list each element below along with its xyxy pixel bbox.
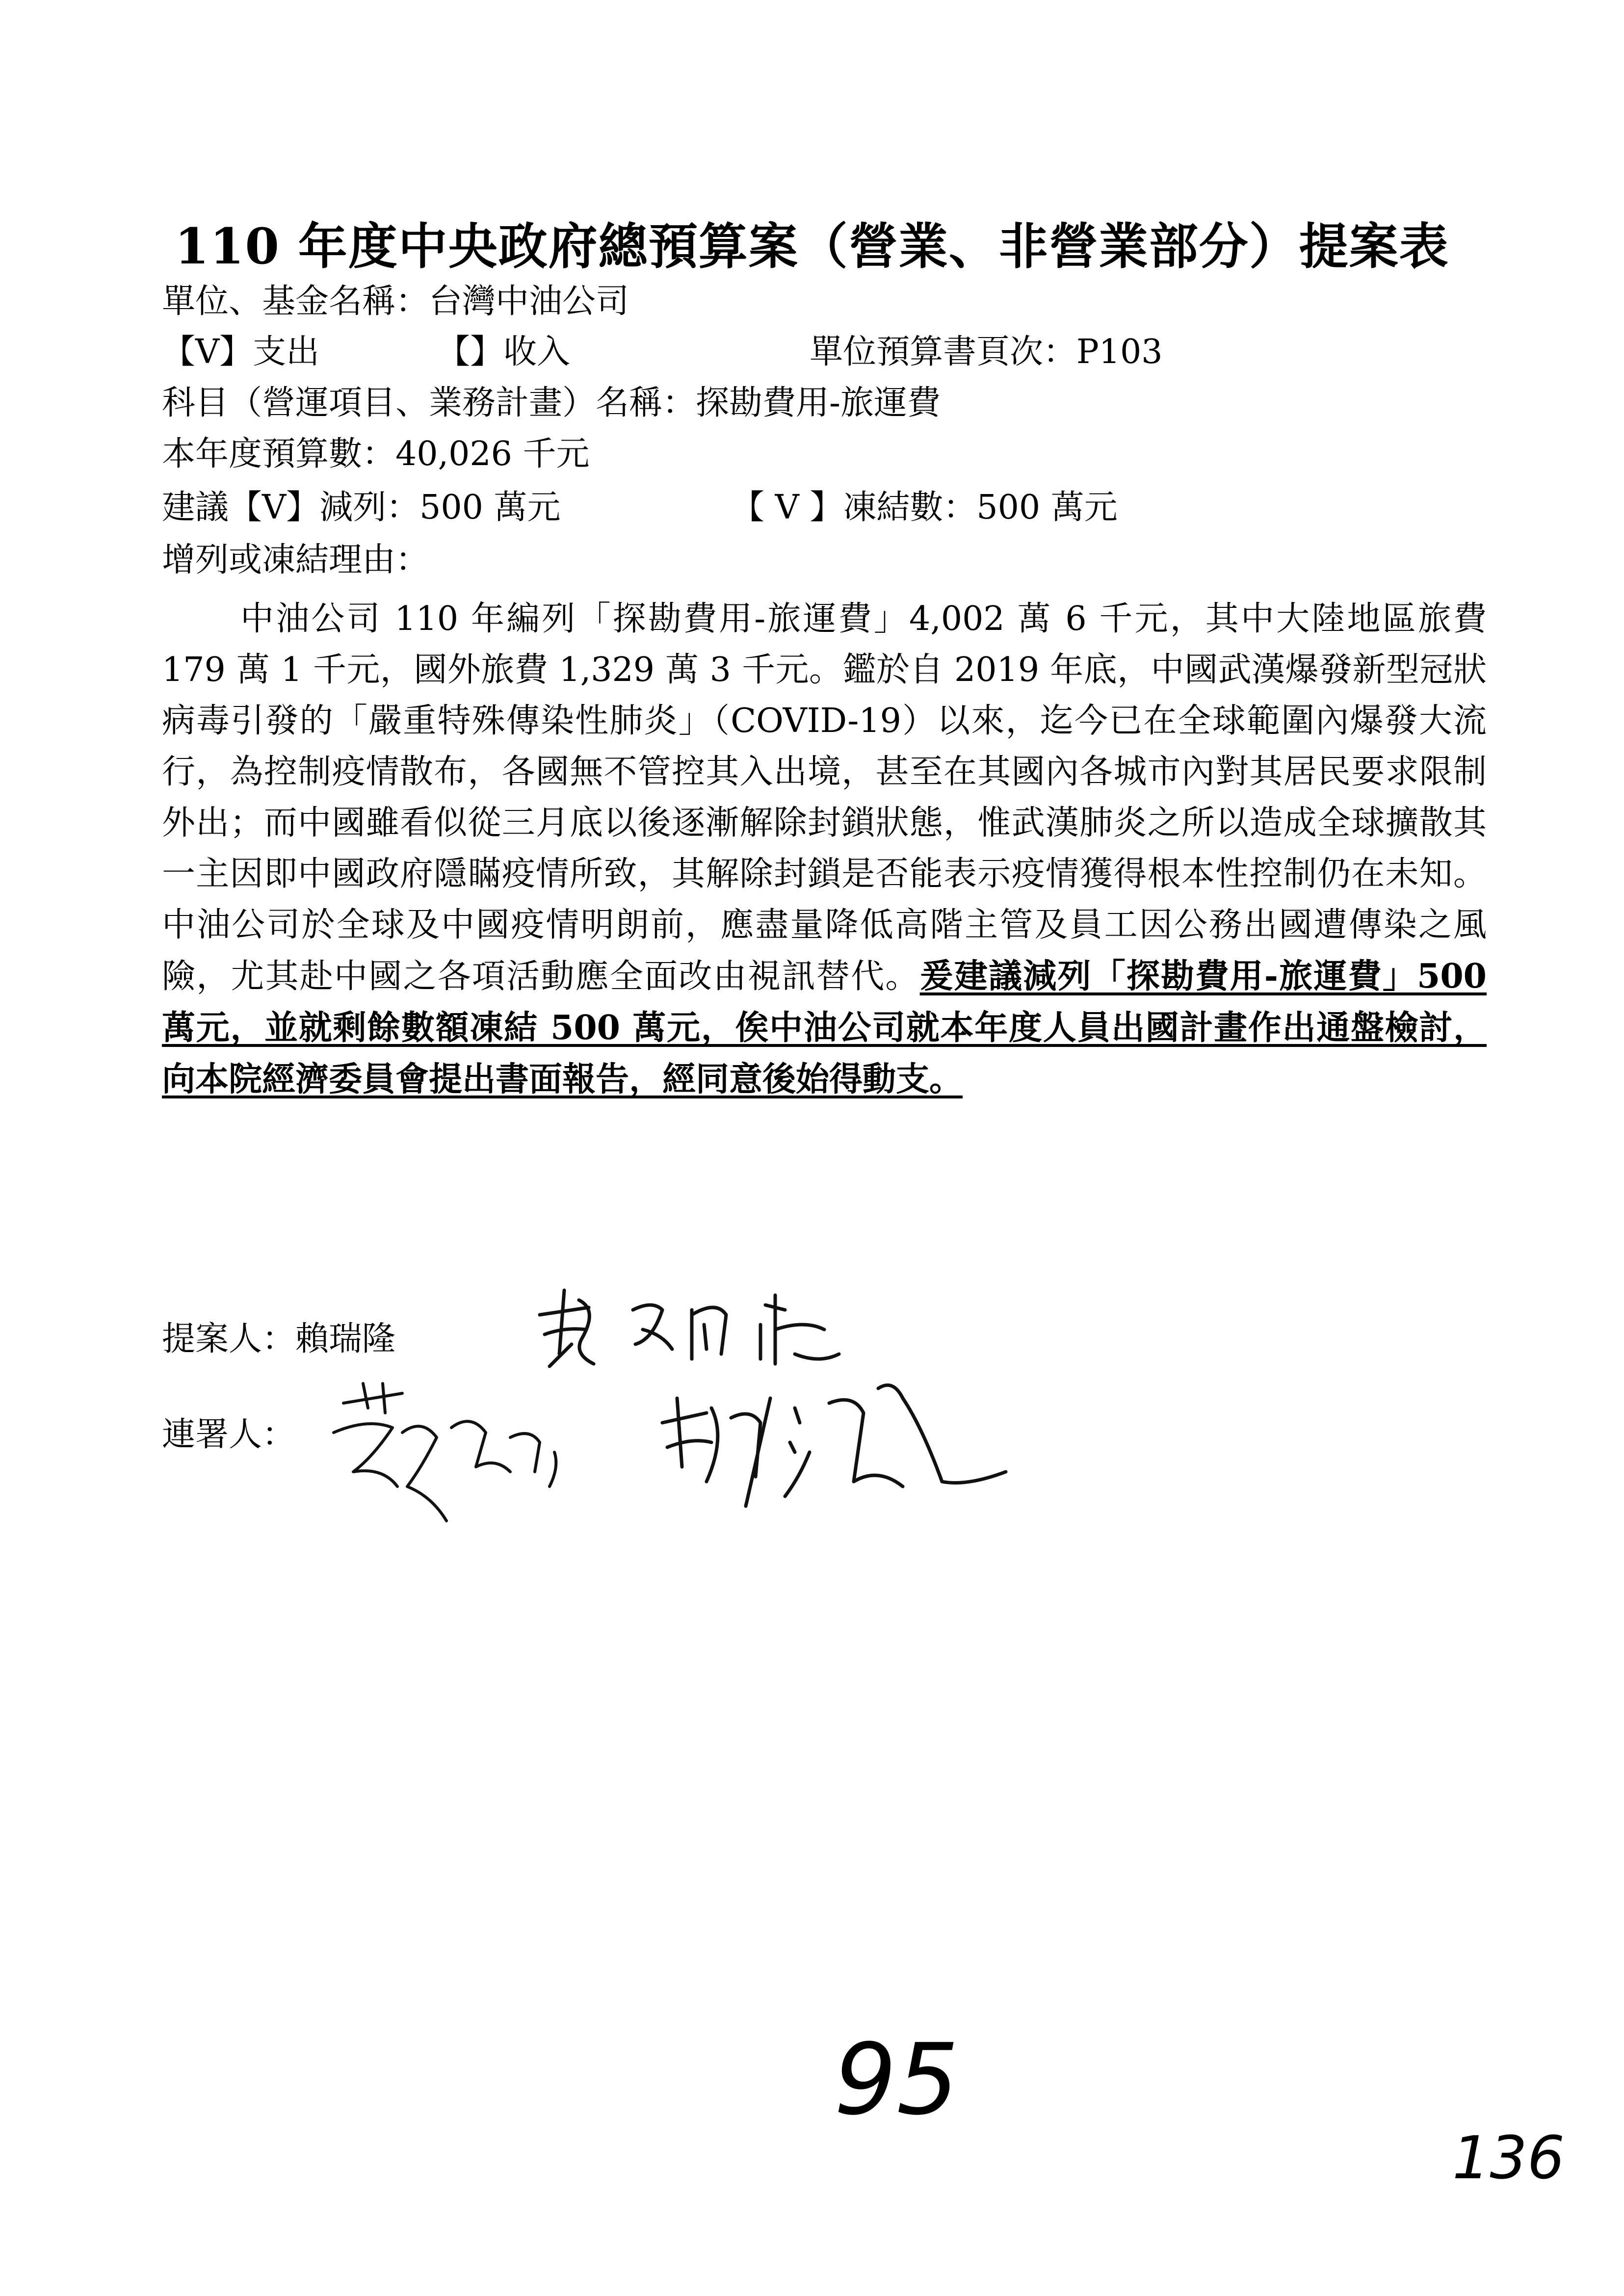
expense-checkbox-label: 【V】支出 [162, 333, 320, 371]
proposer-signature [530, 1280, 844, 1379]
proposer-label: 提案人：賴瑞隆 [162, 1320, 396, 1358]
page-number-center: 95 [834, 2023, 959, 2137]
income-checkbox-label: 【】收入 [437, 333, 571, 371]
reason-text: 中油公司 110 年編列「探勘費用-旅運費」4,002 萬 6 千元，其中大陸地區旅費 179 萬 1 千元，國外旅費 1,329 萬 3 千元。鑑於自 2019 年底，中國武漢爆發新型冠狀病毒引發的「嚴重特殊傳染性肺炎」（COVID-19）以來，迄今已在全球範圍內爆發大流行，為控制疫情散布，各國無不管控其入出境，甚至在其國內各城市內對其居民要求限制外出；而中國雖看似從三月底以後逐漸解除封鎖狀態，惟武漢肺炎之所以造成全球擴散其一主因即中國政府隱瞞疫情所致，其解除封鎖是否能表示疫情獲得根本性控制仍在未知。中油公司於全球及中國疫情明朗前，應盡量降低高階主管及員工因公務出國遭傳染之風險，尤其赴中國之各項活動應全面改由視訊替代。 [162, 600, 1487, 996]
suggest-freeze: 【 V 】凍結數：500 萬元 [731, 488, 1118, 527]
cosigner-signature-1 [324, 1374, 599, 1536]
reason-highlight: 爰建議減列「探勘費用-旅運費」500 萬元，並就剩餘數額凍結 500 萬元，俟中油公司就本年度人員出國計畫作出通盤檢討，向本院經濟委員會提出書面報告，經同意後始得動支。 [162, 957, 1487, 1099]
page-title: 110 年度中央政府總預算案（營業、非營業部分）提案表 [175, 217, 1449, 275]
page-number-corner: 136 [1452, 2124, 1565, 2192]
reason-label: 增列或凍結理由： [162, 541, 429, 579]
cosigner-signature-2 [648, 1369, 1011, 1526]
budget-page-reference: 單位預算書頁次：P103 [810, 333, 1163, 371]
subject-name: 科目（營運項目、業務計畫）名稱：探勘費用-旅運費 [162, 384, 941, 422]
suggest-cut: 建議【V】減列：500 萬元 [162, 488, 561, 527]
budget-amount: 本年度預算數：40,026 千元 [162, 435, 590, 473]
cosigner-label: 連署人： [162, 1415, 296, 1454]
reason-paragraph [162, 594, 1487, 1105]
unit-name: 單位、基金名稱：台灣中油公司 [162, 282, 629, 321]
